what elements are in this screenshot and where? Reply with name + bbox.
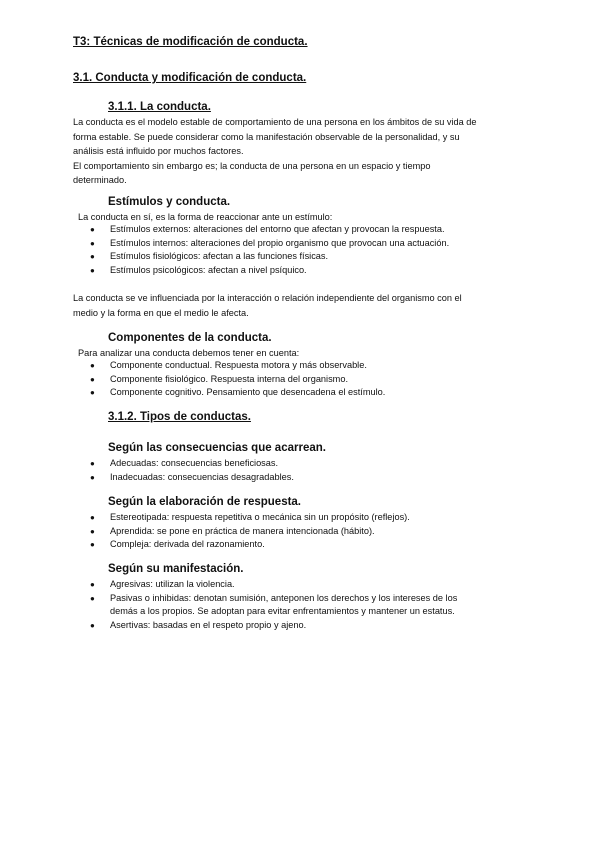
subsection-heading-tipos: 3.1.2. Tipos de conductas. — [108, 411, 251, 423]
document-title: T3: Técnicas de modificación de conducta. — [73, 36, 308, 48]
heading-consecuencias: Según las consecuencias que acarrean. — [108, 442, 326, 454]
text-line: forma estable. Se puede considerar como la manifestación observable de la personalidad, y su — [73, 131, 460, 142]
text-line: La conducta se ve influenciada por la interacción o relación independiente del organismo con el — [73, 293, 462, 303]
heading-manifestacion: Según su manifestación. — [108, 563, 244, 575]
bullet-icon: ● — [90, 526, 95, 536]
text-line: análisis está influido por muchos factores. — [73, 146, 244, 156]
bullet-icon: ● — [90, 225, 95, 234]
text-line: medio y la forma en que el medio le afecta. — [73, 307, 249, 318]
paragraph-influencia — [73, 291, 462, 320]
heading-componentes: Componentes de la conducta. — [108, 332, 272, 344]
bullet-icon: ● — [90, 540, 95, 550]
paragraph-definicion — [73, 115, 477, 188]
bullet-icon: ● — [90, 459, 95, 468]
text-line: El comportamiento sin embargo es; la conducta de una persona en un espacio y tiempo — [73, 160, 431, 171]
componentes-intro: Para analizar una conducta debemos tener en cuenta: — [78, 348, 300, 358]
bullet-icon: ● — [90, 361, 95, 370]
bullet-icon: ● — [90, 238, 95, 248]
bullet-icon: ● — [90, 265, 95, 275]
text-line: La conducta es el modelo estable de comportamiento de una persona en los ámbitos de su vida de — [73, 117, 477, 127]
subsection-heading-conducta: 3.1.1. La conducta. — [108, 101, 211, 113]
bullet-icon: ● — [90, 593, 95, 603]
heading-elaboracion: Según la elaboración de respuesta. — [108, 496, 302, 508]
bullet-icon: ● — [90, 374, 95, 384]
bullet-icon: ● — [90, 388, 95, 398]
bullet-icon: ● — [90, 472, 95, 482]
section-heading: 3.1. Conducta y modificación de conducta. — [73, 72, 307, 84]
heading-estimulos: Estímulos y conducta. — [108, 196, 231, 208]
bullet-icon: ● — [90, 513, 95, 522]
estimulos-intro: La conducta en sí, es la forma de reaccionar ante un estímulo: — [78, 212, 333, 222]
bullet-icon: ● — [90, 580, 95, 589]
text-line: determinado. — [73, 175, 127, 185]
document-page: T3: Técnicas de modificación de conducta. 3.1. Conducta y modificación de conducta. 3.1.1. La conducta. La conducta es el modelo estable de comportamiento de una persona en los ámbitos de su vida de forma estable. Se puede considerar como la manifestación observable de la personalidad, y su análisis está influido por muchos factores. El comportamiento sin embargo es; la conducta de una persona en un espacio y tiempo determinado. Estímulos y conducta. La conducta en sí, es la forma de reaccionar ante un estímulo: ● Estímulos externos: alteraciones del entorno que afectan y provocan la respuesta. ● Estímulos internos: alteraciones del propio organismo que provocan una actuación. ● Estímulos fisiológicos: afectan a las funciones físicas. ● Estímulos psicológicos: afectan a nivel psíquico. La conducta se ve influenciada por la interacción o relación independiente del organismo con el medio y la forma en que el medio le afecta. Componentes de la conducta. Para analizar una conducta debemos tener en cuenta: ● Componente conductual. Respuesta motora y más observable. ● Componente fisiológico. Respuesta interna del organismo. ● Componente cognitivo. Pensamiento que desencadena el estímulo. 3.1.2. Tipos de conductas. Según las consecuencias que acarrean. ● Adecuadas: consecuencias beneficiosas. ● Inadecuadas: consecuencias desagradables. Según la elaboración de respuesta. ● Estereotipada: respuesta repetitiva o mecánica sin un propósito (reflejos). ● Aprendida: se pone en práctica de manera intencionada (hábito). ● Compleja: derivada del razonamiento. Según su manifestación. ● Agresivas: utilizan la violencia. ● Pasivas o inhibidas: denotan sumisión, anteponen los derechos y los intereses de los demás a los propios. Se adoptan para evitar enfrentamientos y mantener un estatus. ● Asertivas: basadas en el respeto propio y ajeno. — [0, 0, 600, 848]
bullet-icon: ● — [90, 252, 95, 262]
bullet-icon: ● — [90, 620, 95, 630]
